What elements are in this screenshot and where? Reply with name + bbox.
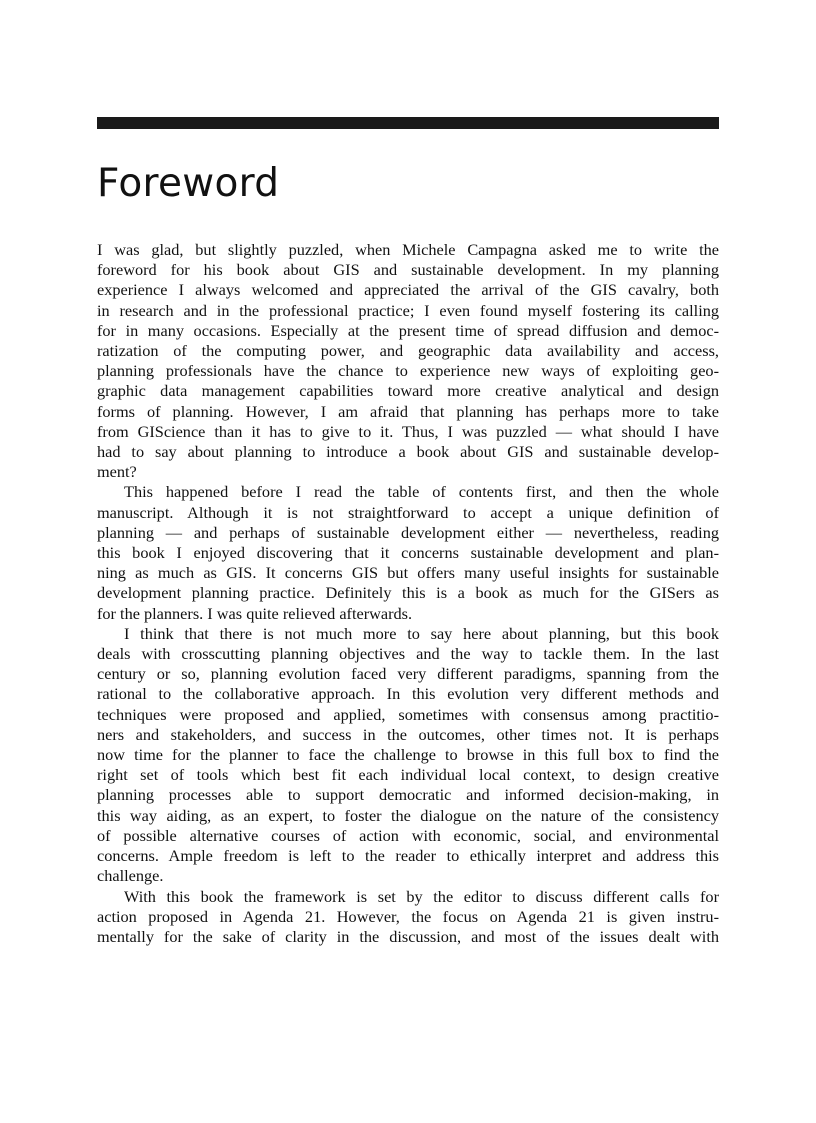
text-line: development planning practice. Definitely this is a book as much for the GISers as xyxy=(97,583,719,603)
text-line: mentally for the sake of clarity in the discussion, and most of the issues dealt with xyxy=(97,926,719,946)
text-line: for in many occasions. Especially at the present time of spread diffusion and democ- xyxy=(97,320,719,340)
text-line: techniques were proposed and applied, sometimes with consensus among practitio- xyxy=(97,704,719,724)
text-line: now time for the planner to face the challenge to browse in this full box to find the xyxy=(97,745,719,765)
text-line: ratization of the computing power, and geographic data availability and access, xyxy=(97,341,719,361)
text-line: ners and stakeholders, and success in the outcomes, other times not. It is perhaps xyxy=(97,724,719,744)
text-line: graphic data management capabilities toward more creative analytical and design xyxy=(97,381,719,401)
foreword-body xyxy=(97,240,719,947)
text-line: from GIScience than it has to give to it. Thus, I was puzzled — what should I have xyxy=(97,421,719,441)
text-line: planning professionals have the chance to experience new ways of exploiting geo- xyxy=(97,361,719,381)
text-line: forms of planning. However, I am afraid that planning has perhaps more to take xyxy=(97,401,719,421)
chapter-header-rule xyxy=(97,117,719,129)
text-line: challenge. xyxy=(97,866,164,886)
chapter-title: Foreword xyxy=(97,161,280,206)
text-line: action proposed in Agenda 21. However, the focus on Agenda 21 is given instru- xyxy=(97,906,719,926)
text-line: This happened before I read the table of contents first, and then the whole xyxy=(124,482,719,502)
text-line: planning — and perhaps of sustainable development either — nevertheless, reading xyxy=(97,522,719,542)
paragraph-2 xyxy=(97,482,719,623)
text-line: for the planners. I was quite relieved afterwards. xyxy=(97,603,413,623)
text-line: deals with crosscutting planning objectives and the way to tackle them. In the last xyxy=(97,644,719,664)
text-line: I think that there is not much more to say here about planning, but this book xyxy=(124,623,719,643)
text-line: right set of tools which best fit each individual local context, to design creative xyxy=(97,765,719,785)
text-line: ment? xyxy=(97,462,137,482)
paragraph-3 xyxy=(97,624,719,887)
text-line: experience I always welcomed and appreciated the arrival of the GIS cavalry, both xyxy=(97,280,719,300)
text-line: planning processes able to support democratic and informed decision-making, in xyxy=(97,785,719,805)
text-line: rational to the collaborative approach. In this evolution very different methods and xyxy=(97,684,719,704)
text-line: foreword for his book about GIS and sustainable development. In my planning xyxy=(97,260,719,280)
text-line: century or so, planning evolution faced very different paradigms, spanning from the xyxy=(97,664,719,684)
text-line: had to say about planning to introduce a book about GIS and sustainable develop- xyxy=(97,442,719,462)
text-line: in research and in the professional practice; I even found myself fostering its calling xyxy=(97,300,719,320)
paragraph-1 xyxy=(97,240,719,482)
paragraph-4 xyxy=(97,887,719,948)
text-line: this way aiding, as an expert, to foster the dialogue on the nature of the consistency xyxy=(97,805,719,825)
text-line: this book I enjoyed discovering that it concerns sustainable development and plan- xyxy=(97,543,719,563)
text-line: of possible alternative courses of action with economic, social, and environmental xyxy=(97,825,719,845)
text-line: With this book the framework is set by the editor to discuss different calls for xyxy=(124,886,719,906)
text-line: concerns. Ample freedom is left to the reader to ethically interpret and address this xyxy=(97,846,719,866)
text-line: manuscript. Although it is not straightforward to accept a unique definition of xyxy=(97,502,719,522)
text-line: ning as much as GIS. It concerns GIS but offers many useful insights for sustainable xyxy=(97,563,719,583)
text-line: I was glad, but slightly puzzled, when Michele Campagna asked me to write the xyxy=(97,240,719,259)
